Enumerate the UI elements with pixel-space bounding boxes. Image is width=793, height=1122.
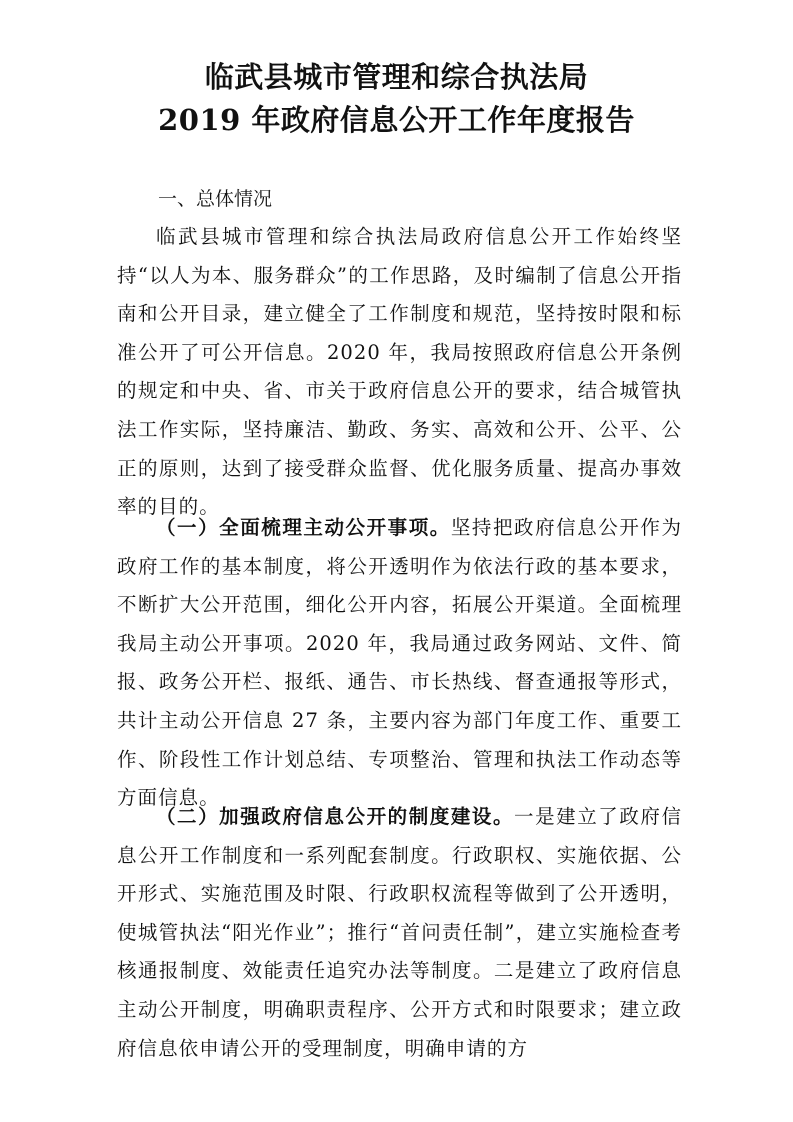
document-title-line2: 2019 年政府信息公开工作年度报告 [158,103,635,137]
paragraph-lead-proactive-disclosure: （一）全面梳理主动公开事项。 [156,516,451,539]
paragraph-proactive-disclosure [117,509,682,818]
paragraph-text-proactive-disclosure: 坚持把政府信息公开作为政府工作的基本制度，将公开透明作为依法行政的基本要求，不断扩大公开范围，细化公开内容，拓展公开渠道。全面梳理我局主动公开事项。2020 年，我局通过政务网站、文件、简报、政务公开栏、报纸、通告、市长热线、督查通报等形式，共计主动公开信息 27 条，主要内容为部门年度工作、重要工作、阶段性工作计划总结、专项整治、管理和执法工作动态等方面信息。 [117,516,682,810]
paragraph-text-system-construction: 一是建立了政府信息公开工作制度和一系列配套制度。行政职权、实施依据、公开形式、实施范围及时限、行政职权流程等做到了公开透明，使城管执法“阳光作业”；推行“首问责任制”，建立实施检查考核通报制度、效能责任追究办法等制度。二是建立了政府信息主动公开制度，明确职责程序、公开方式和时限要求；建立政府信息依申请公开的受理制度，明确申请的方 [117,805,682,1060]
document-title-line1: 临武县城市管理和综合执法局 [204,60,589,94]
paragraph-system-construction [117,798,682,1068]
paragraph-lead-system-construction: （二）加强政府信息公开的制度建设。 [156,805,515,828]
paragraph-overview: 临武县城市管理和综合执法局政府信息公开工作始终坚持“以人为本、服务群众”的工作思路，及时编制了信息公开指南和公开目录，建立健全了工作制度和规范，坚持按时限和标准公开了可公开信息。2020 年，我局按照政府信息公开条例的规定和中央、省、市关于政府信息公开的要求，结合城管执法工作实际，坚持廉洁、勤政、务实、高效和公开、公平、公正的原则，达到了接受群众监督、优化服务质量、提高办事效率的目的。 [117,225,682,519]
section-heading-overview: 一、总体情况 [158,188,273,210]
